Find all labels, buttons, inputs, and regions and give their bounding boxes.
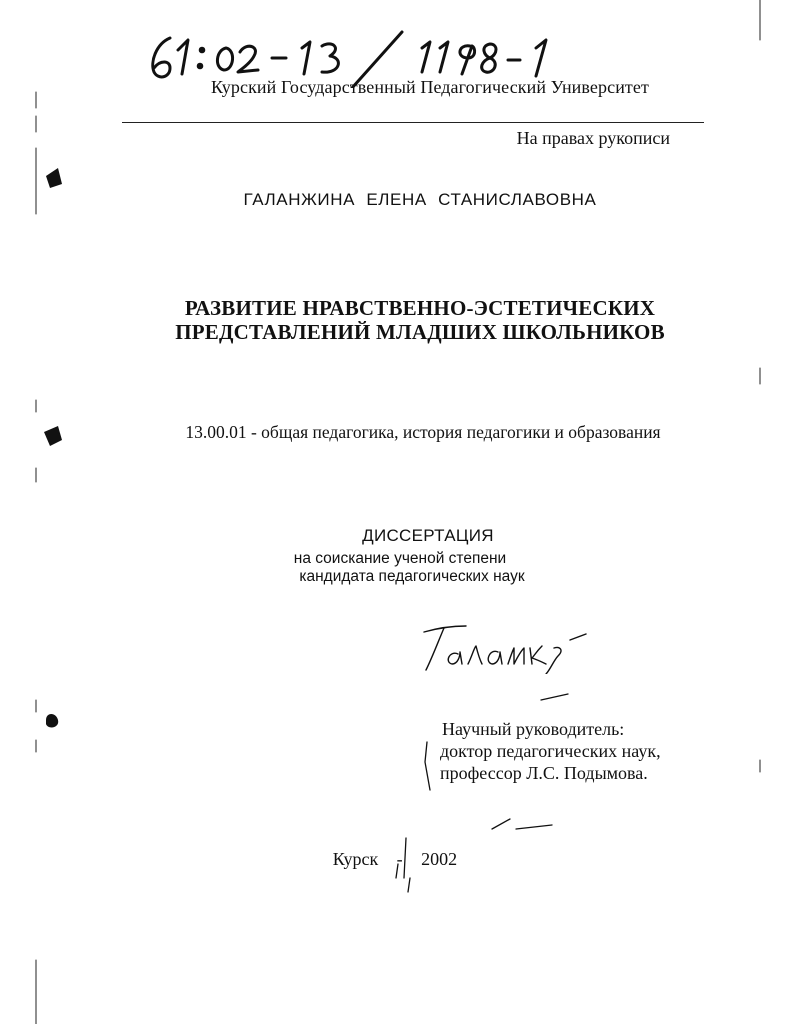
- specialty-code: 13.00.01 - общая педагогика, история педагогики и образования: [185, 422, 661, 442]
- dissertation-title: [100, 296, 740, 344]
- title-line-2: ПРЕДСТАВЛЕНИЙ МЛАДШИХ ШКОЛЬНИКОВ: [175, 320, 665, 344]
- degree-purpose-line-2: кандидата педагогических наук: [299, 568, 525, 585]
- header-divider: [122, 122, 704, 123]
- author-name: ГАЛАНЖИНА ЕЛЕНА СТАНИСЛАВОВНА: [243, 190, 597, 209]
- dissertation-label: ДИССЕРТАЦИЯ: [362, 526, 494, 545]
- author-signature: [414, 618, 594, 674]
- advisor-name: профессор Л.С. Подымова.: [440, 763, 648, 783]
- city-year: Курск - 2002: [332, 849, 458, 869]
- degree-purpose-line-1: на соискание ученой степени: [293, 550, 507, 567]
- advisor-label: Научный руководитель:: [442, 719, 625, 739]
- advisor-degree: доктор педагогических наук,: [440, 741, 661, 761]
- university-name: Курский Государственный Педагогический Университет: [211, 77, 649, 97]
- rights-note: На правах рукописи: [516, 128, 670, 148]
- title-line-1: РАЗВИТИЕ НРАВСТВЕННО-ЭСТЕТИЧЕСКИХ: [184, 296, 656, 320]
